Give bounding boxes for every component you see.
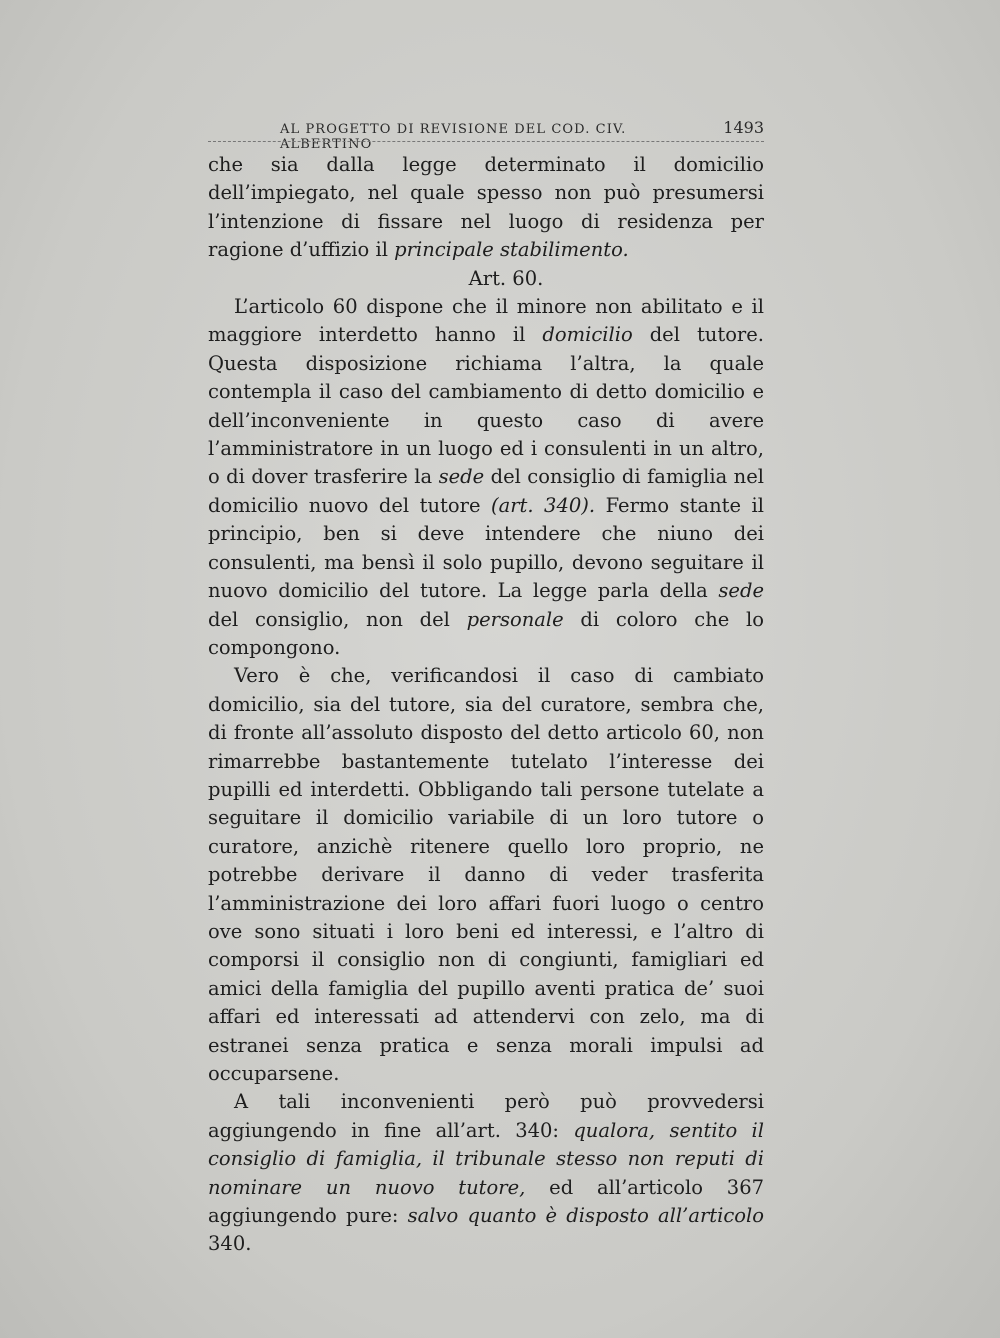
text-run: 340. [208,1232,252,1256]
italic-run: sede [438,465,485,489]
italic-run: principale stabilimento. [394,238,629,262]
italic-run: personale [466,607,564,631]
paragraph-proposal [208,1088,764,1258]
italic-run: qualora, sentito il consiglio di famiglia, il tribunale stesso non reputi di nominare un nuovo tutore, [208,1118,764,1199]
header-rule [208,141,764,142]
paragraph-continuation [208,151,764,265]
italic-run: sede [718,579,764,603]
running-header [280,118,764,152]
page-number: 1493 [723,118,764,137]
italic-run: salvo quanto è disposto all’articolo [407,1204,765,1228]
paragraph-vero: Vero è che, verificandosi il caso di cambiato domicilio, sia del tutore, sia del curatore, sembra che, di fronte all’assoluto disposto del detto articolo 60, non rimarrebbe bastantemente tutelato l’interesse dei pupilli ed interdetti. Obbligando tali persone tutelate a seguitare il domicilio variabile di un loro tutore o curatore, anzichè ritenere quello loro proprio, ne potrebbe derivare il danno di veder trasferita l’amministrazione dei loro affari fuori luogo o centro ove sono situati i loro beni ed interessi, e l’altro di comporsi il consiglio non di congiunti, famigliari ed amici della famiglia del pupillo aventi pratica de’ suoi affari ed interessati ad attendervi con zelo, ma di estranei senza pratica e senza morali impulsi ad occuparsene. [208,664,764,1085]
italic-run: (art. 340). [490,493,596,517]
text-run: del tutore. Questa disposizione richiama l’altra, la quale contempla il caso del cambiamento di detto domicilio e dell’inconveniente in questo caso di avere l’amministratore in un luogo ed i consulenti in un altro, o di dover trasferire la [208,323,764,489]
italic-run: domicilio [542,323,633,347]
text-run: A tali inconvenienti però può provvedersi aggiungendo in fine all’art. 340: [208,1090,764,1142]
text-run: L’articolo 60 dispone che il minore non abilitato e il maggiore interdetto hanno il [208,295,764,347]
text-run: ed all’articolo 367 aggiungendo pure: [208,1175,765,1228]
body-text [208,151,764,1259]
text-run: del consiglio di famiglia nel domicilio nuovo del tutore [208,465,764,517]
text-run: di coloro che lo compongono. [208,607,764,659]
article-heading: Art. 60. [468,266,544,290]
text-run: Fermo stante il principio, ben si deve intendere che niuno dei consulenti, ma bensì il solo pupillo, devono seguitare il nuovo domicilio del tutore. La legge parla della [208,493,764,603]
paragraph-article-60 [208,293,764,662]
text-run: del consiglio, non del [208,607,467,631]
running-title: AL PROGETTO DI REVISIONE DEL COD. CIV. ALBERTINO [280,122,627,152]
text-run: che sia dalla legge determinato il domicilio dell’impiegato, nel quale spesso non può presumersi l’intenzione di fissare nel luogo di residenza per ragione d’uffizio il [208,153,764,262]
